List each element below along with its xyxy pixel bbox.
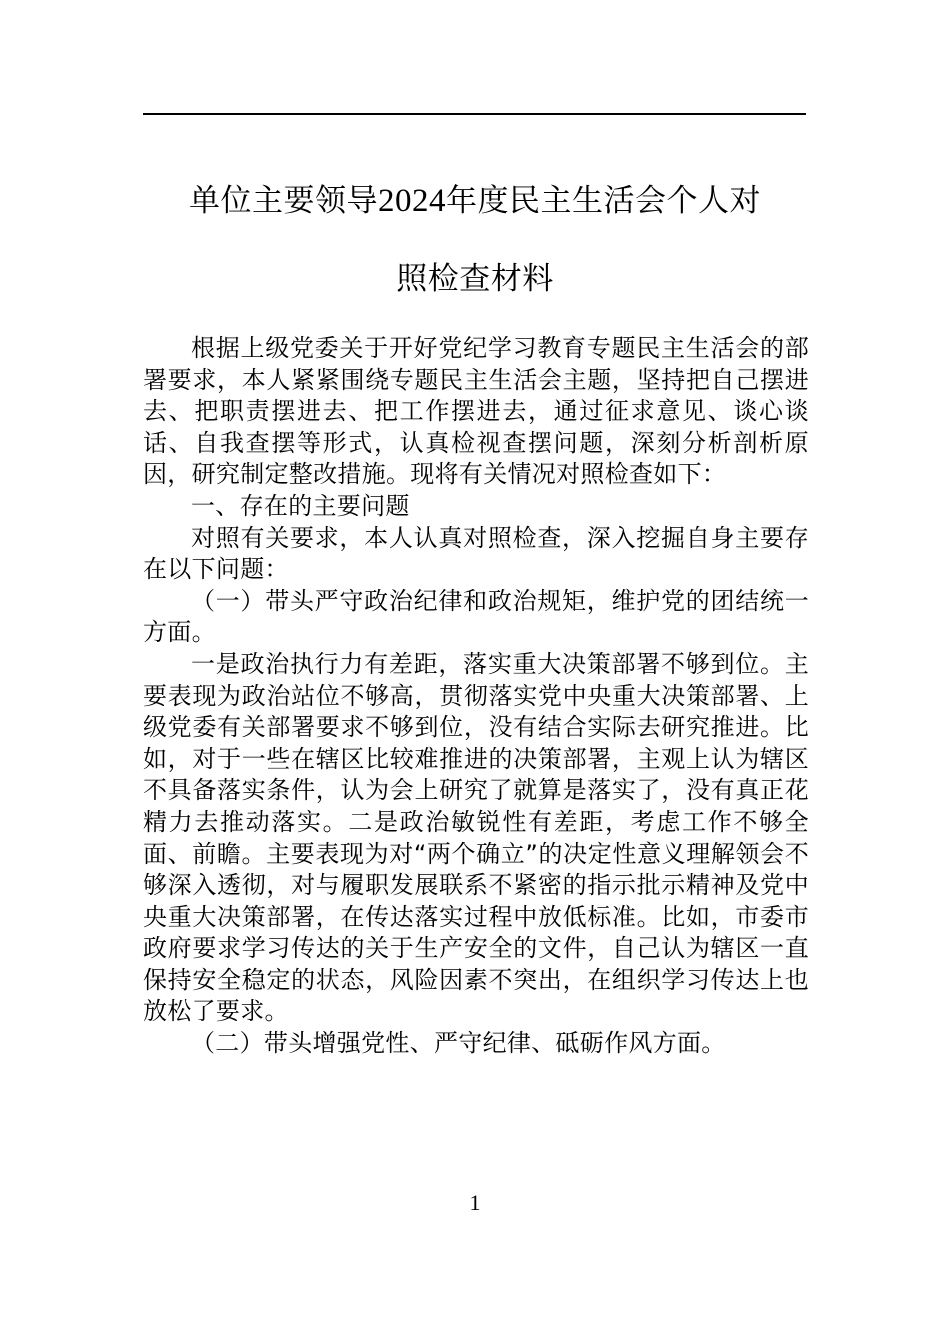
title-part2: 年度民主生活会个人对 bbox=[446, 183, 761, 219]
intro-paragraph: 根据上级党委关于开好党纪学习教育专题民主生活会的部署要求，本人紧紧围绕专题民主生活会主题，坚持把自己摆进去、把职责摆进去、把工作摆进去，通过征求意见、谈心谈话、自我查摆等形式，认真检视查摆问题，深刻分析剖析原因，研究制定整改措施。现将有关情况对照检查如下： bbox=[143, 334, 809, 489]
section-heading-1: 一、存在的主要问题 bbox=[191, 491, 410, 520]
title-year: 2024 bbox=[378, 183, 446, 219]
header-rule bbox=[143, 113, 806, 115]
section-intro-paragraph: 对照有关要求，本人认真对照检查，深入挖掘自身主要存在以下问题： bbox=[143, 523, 809, 584]
subsection-heading-2: （二）带头增强党性、严守纪律、砥砺作风方面。 bbox=[191, 1029, 726, 1058]
document-body bbox=[143, 333, 809, 1060]
title-line2: 照检查材料 bbox=[396, 261, 554, 297]
subsection-heading-1: （一）带头严守政治纪律和政治规矩，维护党的团结统一方面。 bbox=[143, 586, 809, 647]
page-number: 1 bbox=[469, 1190, 481, 1215]
title-part1: 单位主要领导 bbox=[189, 183, 378, 219]
subsection-1-paragraph: 一是政治执行力有差距，落实重大决策部署不够到位。主要表现为政治站位不够高，贯彻落实党中央重大决策部署、上级党委有关部署要求不够到位，没有结合实际去研究推进。比如，对于一些在辖区比较难推进的决策部署，主观上认为辖区不具备落实条件，认为会上研究了就算是落实了，没有真正花精力去推动落实。二是政治敏锐性有差距，考虑工作不够全面、前瞻。主要表现为对“两个确立”的决定性意义理解领会不够深入透彻，对与履职发展联系不紧密的指示批示精神及党中央重大决策部署，在传达落实过程中放低标准。比如，市委市政府要求学习传达的关于生产安全的文件，自己认为辖区一直保持安全稳定的状态，风险因素不突出，在组织学习传达上也放松了要求。 bbox=[143, 649, 809, 1026]
document-title bbox=[120, 162, 830, 318]
